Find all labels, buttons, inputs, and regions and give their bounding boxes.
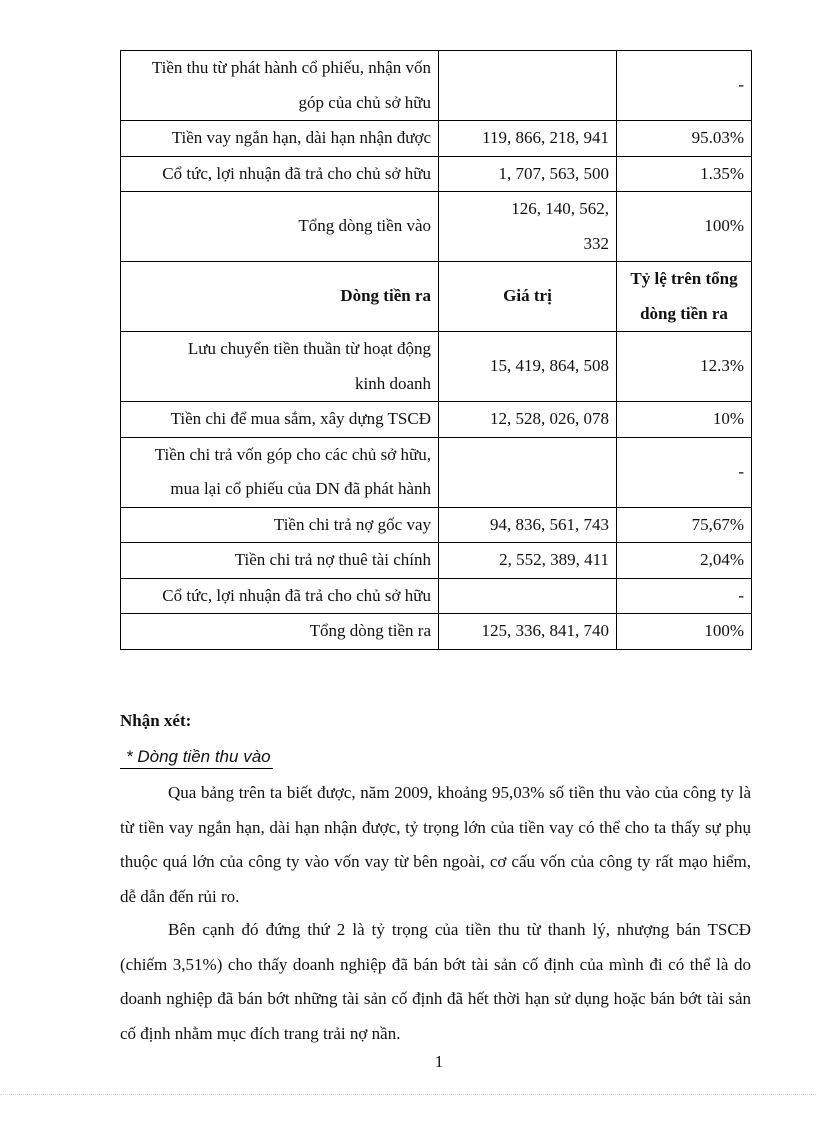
- header-value: Giá trị: [439, 262, 617, 332]
- row-label: Tiền chi trả vốn góp cho các chủ sở hữu, mua lại cổ phiếu của DN đã phát hành: [121, 437, 439, 507]
- page-number: 1: [434, 1052, 444, 1071]
- row-label: Lưu chuyển tiền thuần từ hoạt động kinh doanh: [121, 332, 439, 402]
- row-ratio: 75,67%: [617, 507, 752, 543]
- row-value: 1, 707, 563, 500: [439, 156, 617, 192]
- row-label: Tiền chi để mua sắm, xây dựng TSCĐ: [121, 402, 439, 438]
- row-value: 94, 836, 561, 743: [439, 507, 617, 543]
- outflow-header-row: [121, 262, 752, 332]
- table-row: [121, 507, 752, 543]
- row-value: 12, 528, 026, 078: [439, 402, 617, 438]
- row-label: Tiền chi trả nợ thuê tài chính: [121, 543, 439, 579]
- row-value: [439, 51, 617, 121]
- row-ratio: 95.03%: [617, 121, 752, 157]
- row-label: Tiền thu từ phát hành cổ phiếu, nhận vốn góp của chủ sở hữu: [121, 51, 439, 121]
- table-row: [121, 121, 752, 157]
- comment-heading: Nhận xét:: [120, 711, 192, 730]
- row-label: Tiền vay ngắn hạn, dài hạn nhận được: [121, 121, 439, 157]
- cash-flow-table: [120, 50, 752, 650]
- row-value: [439, 437, 617, 507]
- row-label: Tổng dòng tiền ra: [121, 614, 439, 650]
- row-ratio: 100%: [617, 192, 752, 262]
- row-ratio: -: [617, 578, 752, 614]
- row-ratio: 2,04%: [617, 543, 752, 579]
- row-label: Tổng dòng tiền vào: [121, 192, 439, 262]
- row-label: Tiền chi trả nợ gốc vay: [121, 507, 439, 543]
- comment-paragraph-2: Bên cạnh đó đứng thứ 2 là tỷ trọng của tiền thu từ thanh lý, nhượng bán TSCĐ (chiếm 3,51%) cho thấy doanh nghiệp đã bán bớt tài sản cố định của mình đi có thể là do doanh nghiệp đã bán bớt những tài sản cố định đã hết thời hạn sử dụng hoặc bán bớt tài sản cố định nhằm mục đích trang trải nợ nần.: [120, 920, 751, 1043]
- table-row: [121, 402, 752, 438]
- row-value: 2, 552, 389, 411: [439, 543, 617, 579]
- comment-paragraph-1: Qua bảng trên ta biết được, năm 2009, khoảng 95,03% số tiền thu vào của công ty là từ tiền vay ngắn hạn, dài hạn nhận được, tỷ trọng lớn của tiền vay có thể cho ta thấy sự phụ thuộc quá lớn của công ty vào vốn vay từ bên ngoài, cơ cấu vốn của công ty rất mạo hiểm, dễ dẫn đến rủi ro.: [120, 783, 751, 906]
- inflow-subheading: * Dòng tiền thu vào: [120, 747, 273, 769]
- table-row: [121, 156, 752, 192]
- row-label: Cổ tức, lợi nhuận đã trả cho chủ sở hữu: [121, 578, 439, 614]
- row-ratio: 100%: [617, 614, 752, 650]
- table-row: [121, 437, 752, 507]
- page-bottom-divider: [0, 1094, 816, 1095]
- row-label: Cổ tức, lợi nhuận đã trả cho chủ sở hữu: [121, 156, 439, 192]
- row-value: 15, 419, 864, 508: [439, 332, 617, 402]
- row-value: 126, 140, 562, 332: [439, 192, 617, 262]
- row-ratio: 10%: [617, 402, 752, 438]
- table-row: [121, 51, 752, 121]
- table-row: [121, 543, 752, 579]
- row-ratio: 1.35%: [617, 156, 752, 192]
- row-ratio: -: [617, 437, 752, 507]
- table-row: [121, 332, 752, 402]
- row-value: [439, 578, 617, 614]
- row-value: 125, 336, 841, 740: [439, 614, 617, 650]
- total-outflow-row: [121, 614, 752, 650]
- row-ratio: -: [617, 51, 752, 121]
- total-inflow-row: [121, 192, 752, 262]
- row-value: 119, 866, 218, 941: [439, 121, 617, 157]
- header-ratio: Tỷ lệ trên tổng dòng tiền ra: [617, 262, 752, 332]
- header-outflow: Dòng tiền ra: [121, 262, 439, 332]
- table-row: [121, 578, 752, 614]
- row-ratio: 12.3%: [617, 332, 752, 402]
